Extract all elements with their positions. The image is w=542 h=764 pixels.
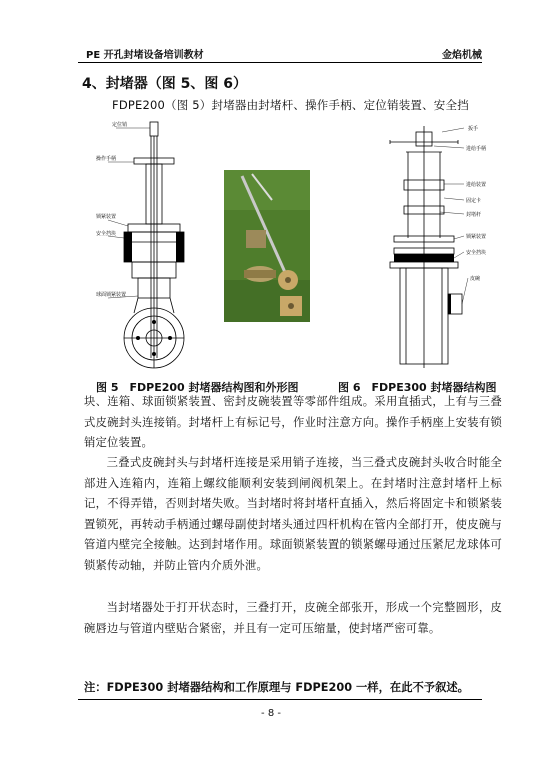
fig5-label: 安全挡块 <box>96 231 117 237</box>
fig6-label: 进给手柄 <box>466 146 487 152</box>
page-header <box>78 42 482 63</box>
fig5-label: 操作手柄 <box>96 156 117 162</box>
section-title: 4、封堵器（图 5、图 6） <box>82 76 247 92</box>
figure5-photo <box>224 170 310 322</box>
page-number: - 8 - <box>261 708 281 719</box>
paragraph-1: 块、连箱、球面锁紧装置、密封皮碗装置等零部件组成。采用直插式，上有与三叠式皮碗封头连接销。封堵杆上有标记号，作业时注意方向。操作手柄座上安装有锁销定位装置。 <box>84 395 502 450</box>
fig5-label: 球面锁紧装置 <box>96 292 127 298</box>
header-title: PE 开孔封堵设备培训教材 <box>86 50 204 61</box>
fig5-label: 定位销 <box>112 122 128 128</box>
fig6-label: 扳手 <box>468 126 479 132</box>
note-line: 注：FDPE300 封堵器结构和工作原理与 FDPE200 一样，在此不予叙述。 <box>84 681 469 694</box>
fig6-label: 皮碗 <box>470 276 481 282</box>
figure6-caption: 图 6 FDPE300 封堵器结构图 <box>338 381 497 394</box>
figure6-drawing <box>364 118 494 374</box>
intro-line: FDPE200（图 5）封堵器由封堵杆、操作手柄、定位销装置、安全挡 <box>112 98 469 112</box>
fig6-label: 安全挡块 <box>466 250 487 256</box>
fig6-label: 进给装置 <box>466 182 487 188</box>
fig6-label: 封堵杆 <box>466 212 482 218</box>
header-company: 金焰机械 <box>442 50 482 61</box>
fig6-label: 固定卡 <box>466 198 482 204</box>
figure5-drawing <box>94 118 204 374</box>
paragraph-2: 三叠式皮碗封头与封堵杆连接是采用销子连接，当三叠式皮碗封头收合时能全部进入连箱内，连箱上螺纹能顺利安装到闸阀机架上。在封堵时注意封堵杆上标记，不得弄错，否则封堵失败。当封堵时将封堵杆直插入，然后将固定卡和锁紧装置锁死，再转动手柄通过螺母副使封堵头通过四杆机构在管内全部打开，使皮碗与管道内壁完全接触。达到封堵作用。球面锁紧装置的锁紧螺母通过压紧尼龙球体可锁紧传动轴，并防止管内介质外泄。 <box>84 456 502 572</box>
fig5-label: 锁紧装置 <box>96 214 117 220</box>
footer-divider <box>78 699 482 700</box>
figure5-caption: 图 5 FDPE200 封堵器结构图和外形图 <box>96 381 299 394</box>
fig6-label: 锁紧装置 <box>466 234 487 240</box>
paragraph-3: 当封堵器处于打开状态时，三叠打开，皮碗全部张开，形成一个完整圆形，皮碗唇边与管道内壁贴合紧密，并且有一定可压缩量，使封堵严密可靠。 <box>84 601 502 635</box>
figure-area <box>84 118 487 374</box>
